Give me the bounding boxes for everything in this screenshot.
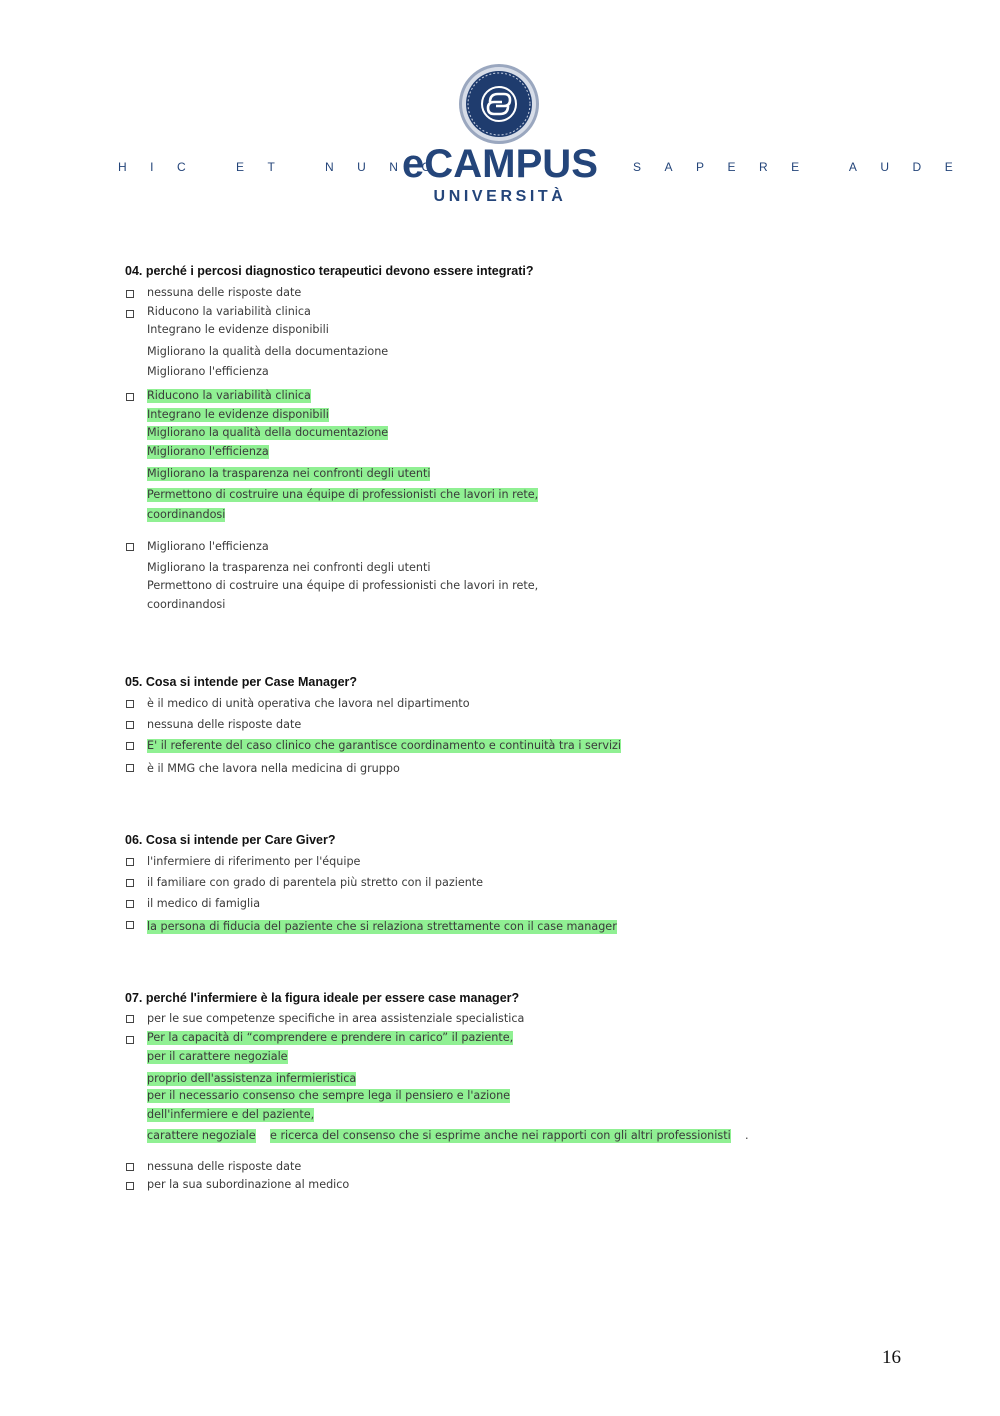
answer-checkbox[interactable]	[126, 1163, 134, 1171]
answer-line: l'infermiere di riferimento per l'équipe	[147, 855, 361, 868]
correct-answer-line: Migliorano la qualità della documentazione	[147, 426, 389, 439]
answer-checkbox[interactable]	[126, 543, 134, 551]
correct-answer-line: Integrano le evidenze disponibili	[147, 408, 329, 421]
correct-answer-line: la persona di fiducia del paziente che si relaziona strettamente con il case manager	[147, 920, 617, 933]
answer-line: nessuna delle risposte date	[147, 1160, 302, 1173]
correct-answer-line: proprio dell'assistenza infermieristica	[147, 1072, 357, 1085]
answer-checkbox[interactable]	[126, 900, 134, 908]
correct-answer-line: per il carattere negoziale	[147, 1050, 288, 1063]
answer-line: per le sue competenze specifiche in area assistenziale specialistica	[147, 1012, 525, 1025]
motto-left: HIC ET NUNC	[118, 160, 454, 174]
answer-line: Riducono la variabilità clinica	[147, 305, 311, 318]
answer-line: Migliorano l'efficienza	[147, 540, 269, 553]
answer-checkbox[interactable]	[126, 921, 134, 929]
motto-right: SAPERE AUDE	[633, 160, 977, 174]
answer-checkbox[interactable]	[126, 310, 134, 318]
answer-line: il medico di famiglia	[147, 897, 261, 910]
answer-checkbox[interactable]	[126, 1015, 134, 1023]
question-06-title: 06. Cosa si intende per Care Giver?	[125, 833, 336, 847]
correct-answer-line: Per la capacità di “comprendere e prendere in carico” il paziente,	[147, 1031, 514, 1044]
ecampus-seal-icon	[457, 62, 541, 146]
answer-line: Migliorano la qualità della documentazione	[147, 345, 389, 358]
correct-answer-line: carattere negoziale	[147, 1129, 256, 1142]
answer-line: Migliorano l'efficienza	[147, 365, 269, 378]
correct-answer-line: E' il referente del caso clinico che garantisce coordinamento e continuità tra i servizi	[147, 739, 622, 752]
answer-line: per la sua subordinazione al medico	[147, 1178, 350, 1191]
answer-line: è il MMG che lavora nella medicina di gruppo	[147, 762, 400, 775]
correct-answer-line: Riducono la variabilità clinica	[147, 389, 311, 402]
correct-answer-line: e ricerca del consenso che si esprime anche nei rapporti con gli altri professionisti	[270, 1129, 731, 1142]
answer-checkbox[interactable]	[126, 721, 134, 729]
answer-line-punctuation: .	[745, 1129, 749, 1142]
answer-line: nessuna delle risposte date	[147, 286, 302, 299]
answer-checkbox[interactable]	[126, 1036, 134, 1044]
answer-line: nessuna delle risposte date	[147, 718, 302, 731]
brand-wordmark	[402, 143, 598, 183]
answer-checkbox[interactable]	[126, 742, 134, 750]
answer-line: Migliorano la trasparenza nei confronti degli utenti	[147, 561, 431, 574]
question-05-title: 05. Cosa si intende per Case Manager?	[125, 675, 358, 689]
answer-line: Permettono di costruire una équipe di professionisti che lavori in rete,	[147, 579, 539, 592]
question-04-title: 04. perché i percosi diagnostico terapeutici devono essere integrati?	[125, 264, 534, 278]
answer-checkbox[interactable]	[126, 764, 134, 772]
correct-answer-line: per il necessario consenso che sempre lega il pensiero e l'azione	[147, 1089, 511, 1102]
answer-checkbox[interactable]	[126, 879, 134, 887]
brand-subtitle: UNIVERSITÀ	[433, 188, 567, 205]
answer-line: il familiare con grado di parentela più stretto con il paziente	[147, 876, 484, 889]
page-number: 16	[882, 1347, 901, 1368]
correct-answer-line: Migliorano l'efficienza	[147, 445, 269, 458]
answer-checkbox[interactable]	[126, 1182, 134, 1190]
brand-name: eCAMPUS	[402, 143, 598, 183]
answer-checkbox[interactable]	[126, 858, 134, 866]
correct-answer-line: coordinandosi	[147, 508, 226, 521]
correct-answer-line: Permettono di costruire una équipe di professionisti che lavori in rete,	[147, 488, 539, 501]
answer-checkbox[interactable]	[126, 700, 134, 708]
document-header	[0, 0, 1000, 230]
answer-line: è il medico di unità operativa che lavora nel dipartimento	[147, 697, 470, 710]
answer-checkbox[interactable]	[126, 393, 134, 401]
question-07-title: 07. perché l'infermiere è la figura ideale per essere case manager?	[125, 991, 520, 1005]
answer-line: coordinandosi	[147, 598, 226, 611]
answer-line: Integrano le evidenze disponibili	[147, 323, 329, 336]
correct-answer-line: dell'infermiere e del paziente,	[147, 1108, 315, 1121]
answer-checkbox[interactable]	[126, 290, 134, 298]
correct-answer-line: Migliorano la trasparenza nei confronti degli utenti	[147, 467, 431, 480]
